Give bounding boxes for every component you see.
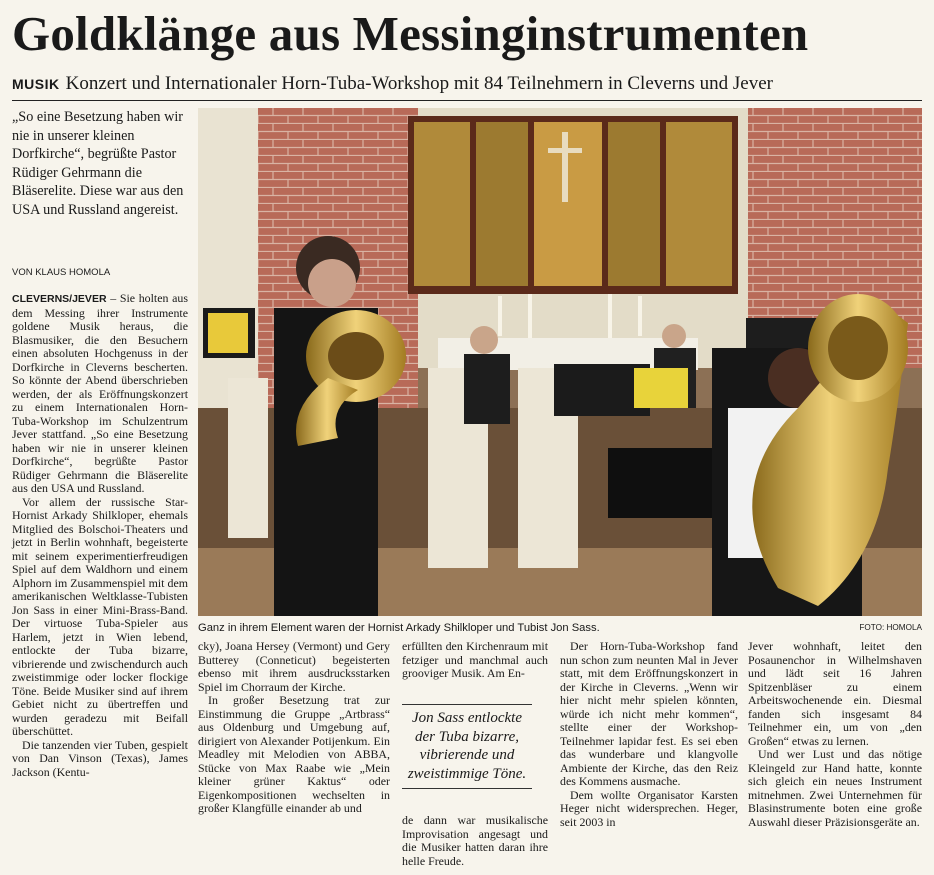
paragraph: Und wer Lust und das nötige Kleingeld zur Hand hatte, konnte sich gleich ein neues Instrument mitnehmen. Zwei Unternehmen für Blasinstrumente boten eine große Auswahl dieser Präzisionsgeräte an. (748, 747, 922, 829)
subheadline-row (12, 70, 922, 98)
paragraph: cky), Joana Hersey (Vermont) und Gery Butterey (Conneticut) begeisterten ebenso mit ihrem ausdrucksstarken Spiel im Chorraum der Kirche. (198, 639, 390, 694)
article-column-1 (12, 292, 188, 779)
paragraph-text: – Sie holten aus dem Messing ihrer Instrumente goldene Musik heraus, die Blasmusiker, die den Besuchern einen absoluten Hochgenuss in der Dorfkirche in Cleverns bescherten. So könnte der Abend überschrieben werden, der als Eröffnungskonzert zu einem Internationalen Horn-Tuba-Workshop im Schulzentrum Jever stattfand. „So eine Besetzung haben wir nie in unserer kleinen Dorfkirche“, begrüßte Pastor Rüdiger Gehrmann die Bläserelite aus den USA und Russland. (12, 291, 188, 495)
subheadline: Konzert und Internationaler Horn-Tuba-Workshop mit 84 Teilnehmern in Cleverns und Jever (65, 73, 773, 94)
byline: VON KLAUS HOMOLA (12, 267, 111, 278)
paragraph (12, 292, 188, 496)
article-column-5 (748, 640, 922, 829)
concert-photo (198, 108, 922, 616)
photo-credit: FOTO: HOMOLA (859, 623, 922, 632)
article-column-3-bottom (402, 814, 548, 868)
paragraph: Dem wollte Organisator Karsten Heger nicht widersprechen. Heger, seit 2003 in (560, 787, 738, 829)
header-divider (12, 100, 922, 101)
pull-quote: Jon Sass entlockte der Tuba bizarre, vibrierende und zweistimmige Töne. (402, 704, 532, 789)
paragraph: erfüllten den Kirchenraum mit fetziger und manchmal auch grooviger Musik. Am En- (402, 639, 548, 680)
paragraph: Der Horn-Tuba-Workshop fand nun schon zum neunten Mal in Jever statt, mit dem Eröffnungskonzert in der Kirche in Cleverns. „Wenn wir hier nicht mehr spielen könnten, würde ich nicht mehr kommen“, stellte einer der Workshop-Teilnehmer lapidar fest. Es sei eben das wunderbare und klangvolle Ambiente der Kirche, das den Reiz des Kommens ausmache. (560, 639, 738, 788)
concert-photo-illustration (198, 108, 922, 616)
section-kicker: MUSIK (12, 76, 60, 92)
paragraph: Vor allem der russische Star-Hornist Arkady Shilkloper, ehemals Mitglied des Bolschoi-Theaters und jetzt in Berlin wohnhaft, begeisterte mit seinem experimentierfreudigen Spiel auf dem Waldhorn und einem Alphorn im Zusammenspiel mit dem amerikanischen Weltklasse-Tubisten Jon Sass in einer Mini-Brass-Band. Der virtuose Tuba-Spieler aus Harlem, jetzt in Wien lebend, entlockte der Tuba bizarre, vibrierende und zwischendurch auch zweistimmige oder locker flockige Töne. Beide Musiker sind auf ihrem Gebiet nicht zu übertreffen und wurden geradezu mit Beifall überschüttet. (12, 494, 188, 738)
lead-paragraph: „So eine Besetzung haben wir nie in unserer kleinen Dorfkirche“, begrüßte Pastor Rüdiger Gehrmann die Bläserelite. Diese war aus den USA und Russland angereist. (12, 109, 184, 218)
article-column-3-top (402, 640, 548, 681)
headline: Goldklänge aus Messinginstrumenten (12, 6, 809, 61)
dateline: CLEVERNS/JEVER (12, 293, 107, 305)
article-column-2 (198, 640, 390, 816)
paragraph: de dann war musikalische Improvisation angesagt und die Musiker hatten daran ihre helle Freude. (402, 813, 548, 868)
article-column-4 (560, 640, 738, 829)
paragraph: Jever wohnhaft, leitet den Posaunenchor in Wilhelmshaven und lädt seit 16 Jahren Spitzenbläser zu einem Arbeitswochenende ein. Diesmal fanden sich insgesamt 84 Teilnehmer ein, um von „den Großen“ etwas zu lernen. (748, 639, 922, 748)
photo-caption: Ganz in ihrem Element waren der Hornist Arkady Shilkloper und Tubist Jon Sass. (198, 622, 600, 634)
paragraph: Die tanzenden vier Tuben, gespielt von Dan Vinson (Texas), James Jackson (Kentu- (12, 737, 188, 779)
paragraph: In großer Besetzung trat zur Einstimmung die Gruppe „Artbrass“ aus Oldenburg und Umgebung auf, dirigiert von Alexander Potijenkum. Ein Meadley mit Melodien von ABBA, Stücke von Max Raabe wie „Mein kleiner grüner Kaktus“ oder Eigenkompositionen wechselten in großer Klangfülle einander ab und (198, 693, 390, 815)
